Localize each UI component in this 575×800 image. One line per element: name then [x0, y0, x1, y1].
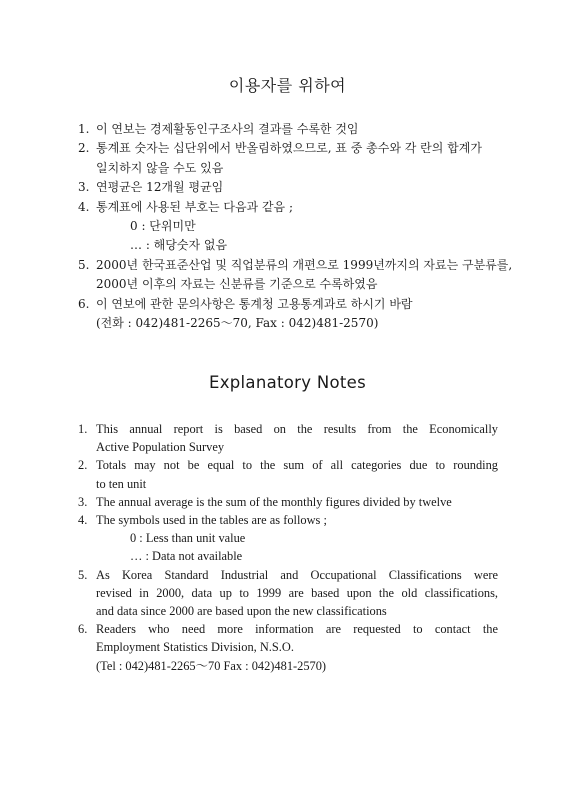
note-text-line: and data since 2000 are based upon the new classifications: [96, 604, 387, 619]
note-text-line: Employment Statistics Division, N.S.O.: [96, 640, 294, 655]
english-note-1: [78, 420, 498, 456]
korean-title: 이용자를 위하여: [228, 76, 347, 95]
note-text-line: 이 연보에 관한 문의사항은 통계청 고용통계과로 하시기 바람: [96, 296, 413, 311]
korean-note-2: [78, 139, 498, 178]
korean-note-6: [78, 295, 498, 334]
note-number: 5.: [78, 257, 90, 272]
note-text-line: (전화 : 042)481-2265～70, Fax : 042)481-2570): [96, 316, 379, 331]
note-number: 1.: [78, 422, 88, 436]
note-number: 4.: [78, 199, 90, 214]
note-number: 2.: [78, 458, 88, 473]
korean-note-1: [78, 120, 498, 139]
note-text-line: 통계표 숫자는 십단위에서 반올림하였으므로, 표 중 총수와 각 란의 합계가: [96, 141, 482, 156]
note-text-line: 일치하지 않을 수도 있음: [96, 160, 224, 175]
note-text-line: 2000년 이후의 자료는 신분류를 기준으로 수록하였음: [96, 277, 378, 292]
symbol-definition: 0 : Less than unit value: [130, 531, 246, 546]
note-text-line: (Tel : 042)481-2265～70 Fax : 042)481-2570): [96, 658, 327, 673]
note-number: 3.: [78, 494, 88, 509]
korean-note-5: [78, 256, 513, 295]
korean-notes-list: [78, 120, 513, 333]
symbol-definition: … : 해당숫자 없음: [130, 238, 228, 253]
note-text-line: revised in 2000, data up to 1999 are based upon the old classifications,: [96, 585, 498, 600]
note-text-line: 이 연보는 경제활동인구조사의 결과를 수록한 것임: [96, 122, 359, 136]
note-text-line: As Korea Standard Industrial and Occupational Classifications were: [96, 567, 498, 582]
note-number: 6.: [78, 296, 90, 311]
english-note-2: [78, 456, 498, 492]
note-number: 6.: [78, 622, 88, 637]
korean-notes-section: [78, 120, 513, 333]
note-number: 3.: [78, 180, 90, 195]
note-text-line: The annual average is the sum of the monthly figures divided by twelve: [96, 494, 452, 509]
note-number: 5.: [78, 567, 88, 582]
note-text-line: This annual report is based on the results from the Economically: [96, 422, 498, 436]
english-notes-list: [78, 420, 498, 675]
english-notes-section: [78, 420, 498, 675]
english-note-4: [78, 511, 498, 566]
note-number: 1.: [78, 122, 90, 136]
note-text-line: 통계표에 사용된 부호는 다음과 같음 ;: [96, 199, 293, 214]
note-text-line: 2000년 한국표준산업 및 직업분류의 개편으로 1999년까지의 자료는 구분류를,: [96, 257, 513, 272]
english-title: Explanatory Notes: [208, 373, 367, 392]
korean-note-4: [78, 198, 498, 256]
symbol-definition: 0 : 단위미만: [130, 219, 196, 234]
english-note-5: [78, 566, 498, 621]
symbol-definition: … : Data not available: [130, 549, 243, 564]
note-text-line: Totals may not be equal to the sum of all categories due to rounding: [96, 458, 498, 473]
note-text-line: Active Population Survey: [96, 440, 225, 455]
korean-note-3: [78, 178, 498, 197]
note-text-line: The symbols used in the tables are as follows ;: [96, 513, 327, 528]
note-number: 4.: [78, 513, 88, 528]
english-note-6: [78, 620, 498, 675]
note-text-line: to ten unit: [96, 476, 147, 491]
english-note-3: [78, 493, 498, 511]
note-text-line: Readers who need more information are requested to contact the: [96, 622, 498, 637]
note-text-line: 연평균은 12개월 평균임: [96, 180, 224, 195]
note-number: 2.: [78, 141, 90, 156]
